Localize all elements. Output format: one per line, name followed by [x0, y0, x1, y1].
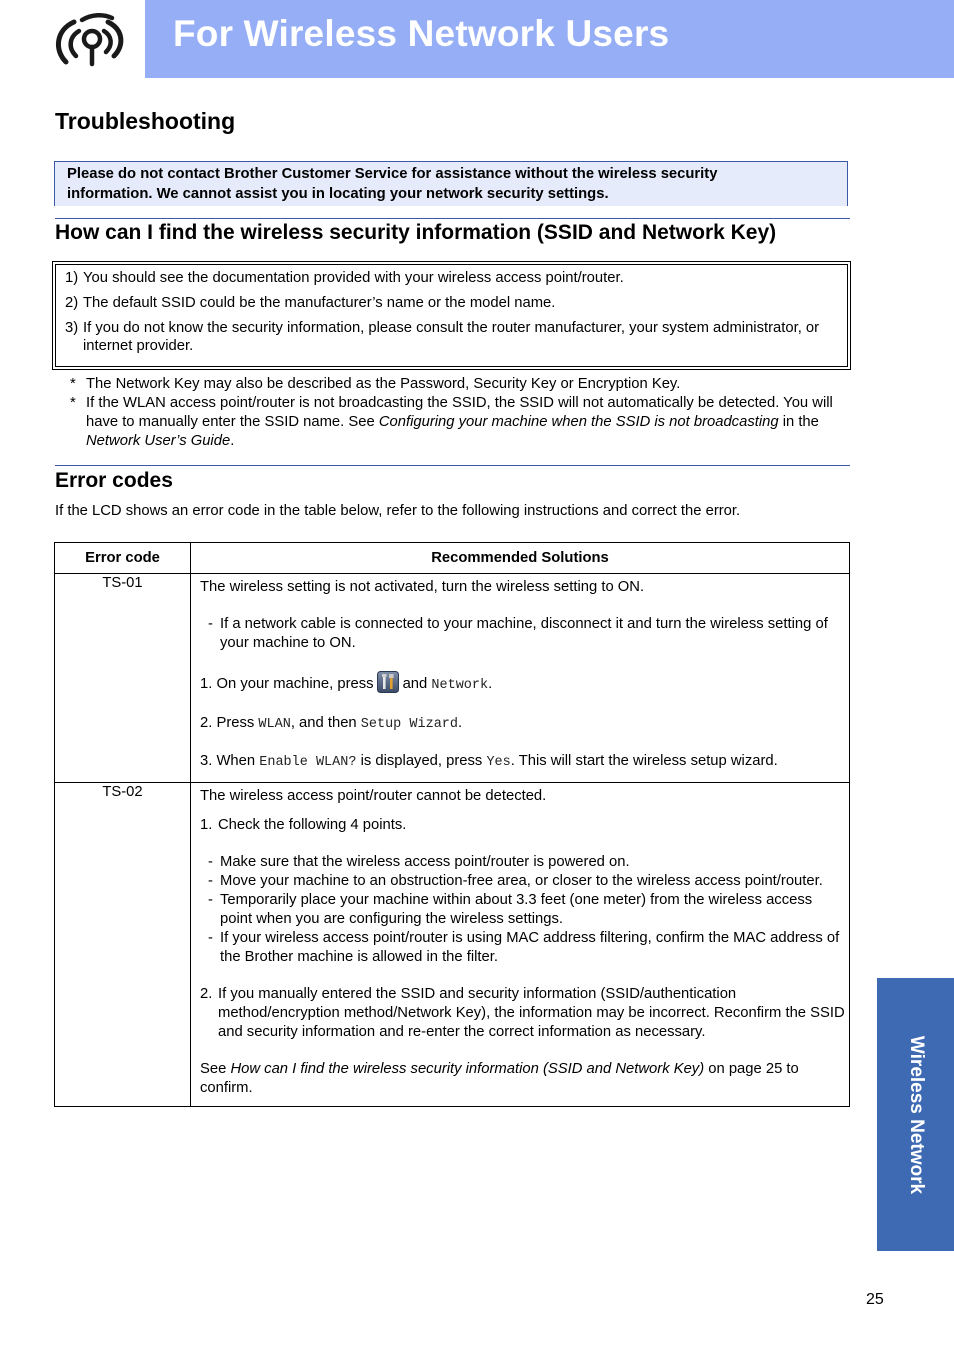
step: 1. On your machine, press and Network.: [200, 673, 845, 695]
footnotes: [70, 375, 850, 451]
guide-reference: Configuring your machine when the SSID is not broadcasting: [378, 414, 779, 430]
solution-cell: The wireless access point/router cannot be detected. 1. Check the following 4 points. - Make sure that the wireless access point/router is powered on. - Move your machine to an obstruction-free area, or closer to the wireless access point/router. - Temporarily place your machine within about 3.3 feet (one meter) from the wireless access point when you are configuring the wireless settings. - If your wireless access point/router is using MAC address filtering, confirm the MAC address of the Brother machine is allowed in the filter. 2. If you manually entered the SSID and security information (SSID/authentication method/encryption method/Network Key), the information may be incorrect. Reconfirm the SSID and security information and re-enter the correct information as necessary. See How can I find the wireless security information (SSID and Network Key) on page 25 to confirm.: [191, 783, 850, 1107]
list-item: - Temporarily place your machine within about 3.3 feet (one meter) from the wireless access point when you are configuring the wireless settings.: [208, 892, 813, 927]
footnote: * The Network Key may also be described as the Password, Security Key or Encryption Key.: [70, 376, 681, 392]
security-info-heading: How can I find the wireless security information (SSID and Network Key): [55, 221, 777, 244]
step: 2. If you manually entered the SSID and security information (SSID/authentication method/encryption method/Network Key), the information may be incorrect. Reconfirm the SSID and security information and re-enter the correct information as necessary.: [200, 986, 845, 1040]
list-item: - Move your machine to an obstruction-free area, or closer to the wireless access point/router.: [208, 873, 823, 889]
error-codes-table: [54, 542, 850, 1107]
header-banner: [145, 0, 954, 78]
table-header-row: [55, 543, 850, 574]
list-item: 2) The default SSID could be the manufacturer’s name or the model name.: [65, 295, 556, 311]
security-info-box: [52, 261, 851, 370]
error-code-cell: TS-01: [55, 574, 191, 783]
side-tab-label: Wireless Network: [905, 1035, 927, 1194]
wireless-logo-icon: [52, 12, 136, 70]
footnote: * If the WLAN access point/router is not broadcasting the SSID, the SSID will not automatically be detected. You will have to manually enter the SSID name. See Configuring your machine when the SSID is not broadcasting in the Network User’s Guide.: [70, 395, 833, 449]
divider: [55, 465, 850, 466]
column-header: Error code: [55, 543, 191, 574]
column-header: Recommended Solutions: [191, 543, 850, 574]
list-item: - Make sure that the wireless access point/router is powered on.: [208, 854, 630, 870]
notice-line-2: information. We cannot assist you in locating your network security settings.: [67, 186, 609, 202]
section-side-tab: [877, 978, 954, 1251]
table-row: [55, 574, 850, 783]
list-item: 3) If you do not know the security information, please consult the router manufacturer, your system administrator, or internet provider.: [65, 320, 820, 354]
notice-box: [54, 161, 848, 206]
section-reference: How can I find the wireless security information (SSID and Network Key): [230, 1061, 705, 1077]
see-reference: See How can I find the wireless security information (SSID and Network Key) on page 25 to confirm.: [200, 1061, 799, 1096]
error-code-cell: TS-02: [55, 783, 191, 1107]
guide-title: Network User’s Guide: [86, 433, 231, 449]
troubleshooting-heading: Troubleshooting: [55, 108, 236, 134]
error-codes-intro: If the LCD shows an error code in the table below, refer to the following instructions and correct the error.: [55, 503, 741, 519]
tools-icon: [377, 671, 399, 693]
step: 1. Check the following 4 points.: [200, 817, 407, 833]
list-item: - If your wireless access point/router is using MAC address filtering, confirm the MAC address of the Brother machine is allowed in the filter.: [208, 930, 840, 965]
step: 3. When Enable WLAN? is displayed, press Yes. This will start the wireless setup wizard.: [200, 753, 778, 770]
step: 2. Press WLAN, and then Setup Wizard.: [200, 715, 463, 732]
list-item: 1) You should see the documentation provided with your wireless access point/router.: [65, 270, 624, 286]
page-number: 25: [866, 1291, 884, 1308]
notice-line-1: Please do not contact Brother Customer Service for assistance without the wireless security: [67, 166, 718, 182]
solution-cell: The wireless setting is not activated, turn the wireless setting to ON. - If a network cable is connected to your machine, disconnect it and turn the wireless setting of your machine to ON. 1. On your machine, press and Network. 2. Press WLAN, and then Setup Wizard. 3. When Enable WLAN? is displayed, press Yes. This will start the wireless setup wizard.: [191, 574, 850, 783]
error-codes-heading: Error codes: [55, 469, 173, 492]
divider: [55, 218, 850, 219]
page-header-title: For Wireless Network Users: [173, 13, 670, 54]
table-row: [55, 783, 850, 1107]
list-item: - If a network cable is connected to your machine, disconnect it and turn the wireless setting of your machine to ON.: [208, 616, 828, 651]
